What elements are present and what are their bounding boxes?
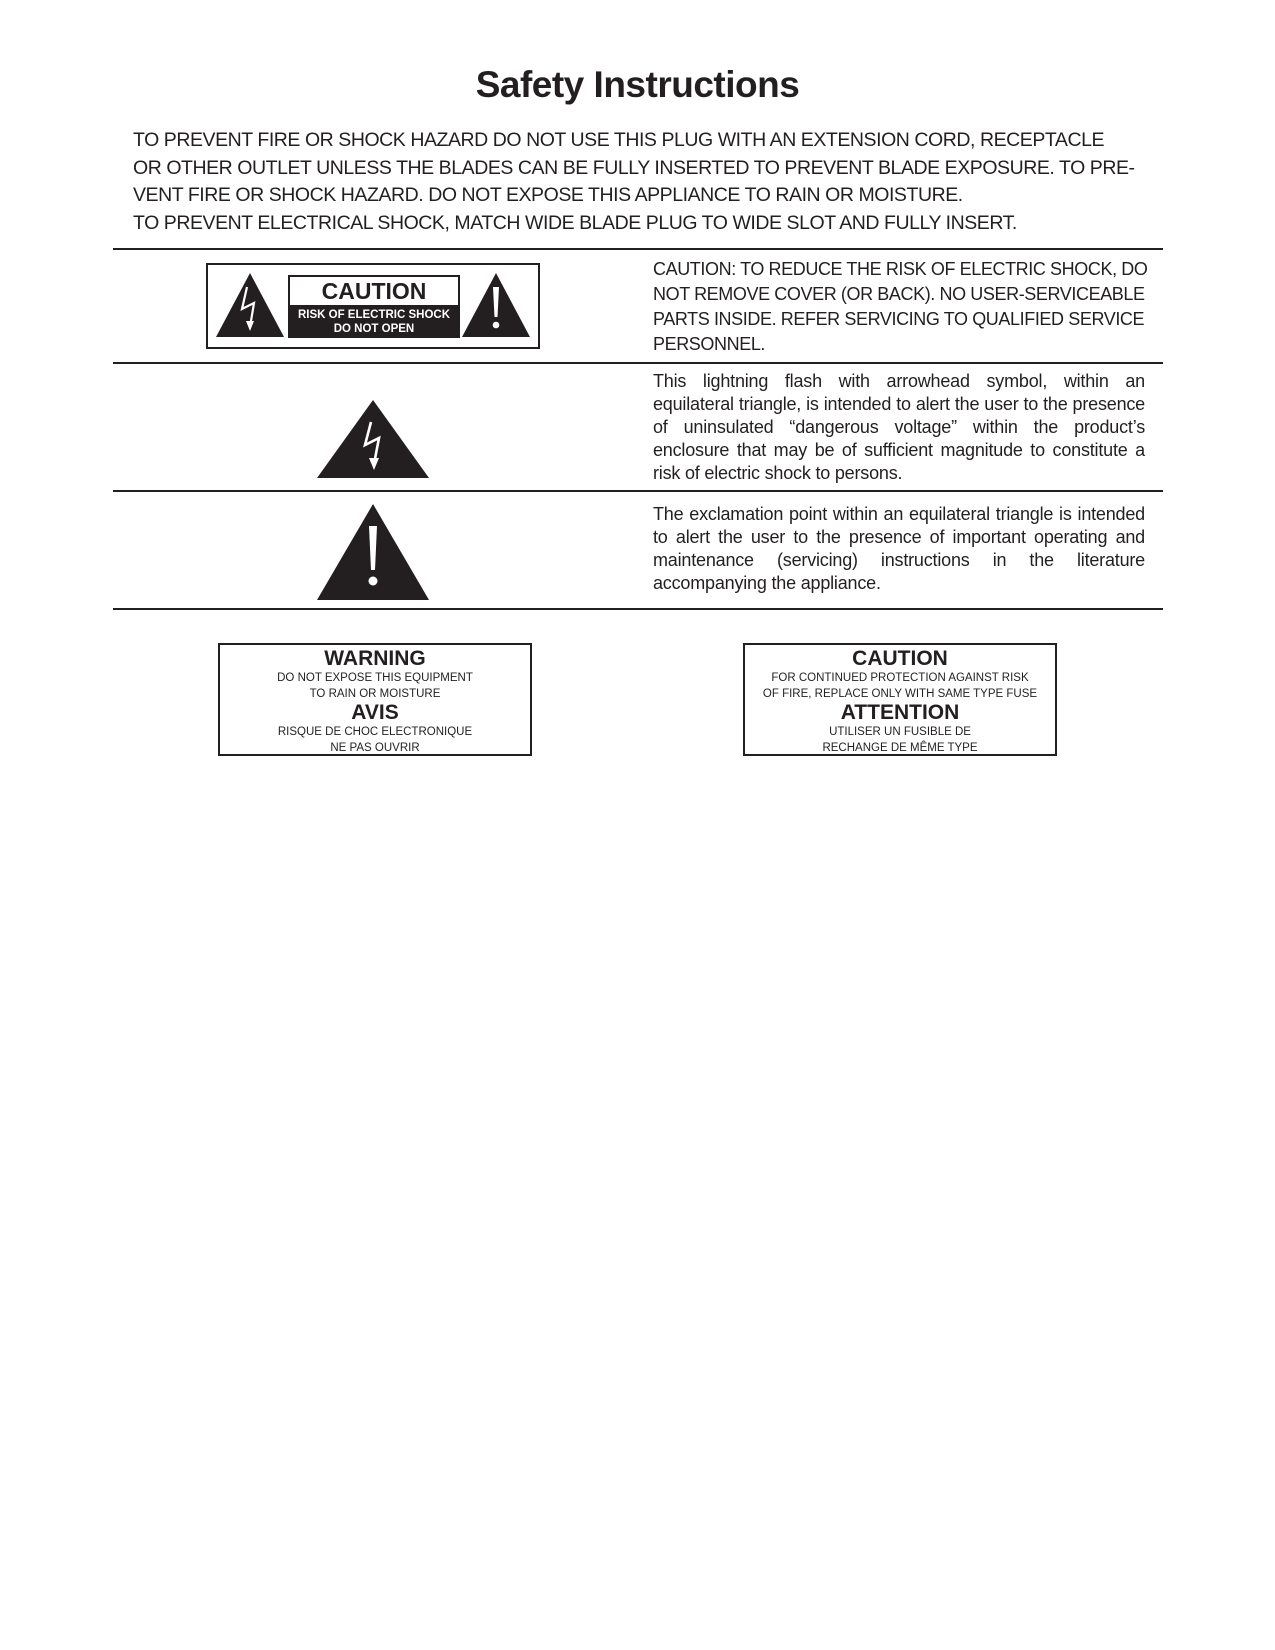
intro-line: TO PREVENT ELECTRICAL SHOCK, MATCH WIDE BLADE PLUG TO WIDE SLOT AND FULLY INSERT. (133, 211, 1017, 234)
caution-title: CAUTION (852, 647, 948, 670)
lightning-description: This lightning flash with arrowhead symbol, within an equilateral triangle, is intended to alert the user to the presence of uninsulated “dangerous voltage” within the product’s enclosure that may be of sufficient magnitude to constitute a risk of electric shock to persons. (653, 371, 1145, 483)
avis-title: AVIS (351, 701, 399, 724)
caution-center-box (288, 275, 460, 338)
exclamation-description: The exclamation point within an equilateral triangle is intended to alert the user to the presence of important operating and maintenance (servicing) instructions in the literature accompanying the appliance. (653, 504, 1145, 593)
caution-line: OF FIRE, REPLACE ONLY WITH SAME TYPE FUSE (762, 688, 1038, 700)
caution-description (653, 257, 1148, 357)
warning-label (218, 643, 532, 756)
avis-line: RISQUE DE CHOC ELECTRONIQUE (277, 726, 473, 738)
attention-line: RECHANGE DE MÊME TYPE (822, 742, 978, 754)
exclamation-triangle-icon (460, 271, 532, 344)
divider (113, 490, 1163, 492)
divider-top (113, 248, 1163, 250)
caution-line: DO NOT OPEN (333, 323, 415, 335)
attention-line: UTILISER UN FUSIBLE DE (829, 726, 971, 738)
warning-title: WARNING (324, 647, 426, 670)
intro-line: OR OTHER OUTLET UNLESS THE BLADES CAN BE FULLY INSERTED TO PREVENT BLADE EXPOSURE. TO PRE- (133, 156, 1135, 179)
attention-title: ATTENTION (840, 701, 960, 724)
lightning-triangle-icon (317, 400, 429, 478)
caution-description-line: CAUTION: TO REDUCE THE RISK OF ELECTRIC SHOCK, DO (653, 259, 1148, 279)
caution-description-line: PARTS INSIDE. REFER SERVICING TO QUALIFIED SERVICE (653, 309, 1145, 329)
fuse-caution-label (743, 643, 1057, 756)
exclamation-triangle-icon (317, 504, 429, 600)
caution-line: FOR CONTINUED PROTECTION AGAINST RISK (771, 672, 1029, 684)
warning-line: DO NOT EXPOSE THIS EQUIPMENT (277, 672, 473, 684)
caution-description-line: PERSONNEL. (653, 334, 766, 354)
caution-line: RISK OF ELECTRIC SHOCK (297, 309, 451, 321)
intro-line: TO PREVENT FIRE OR SHOCK HAZARD DO NOT USE THIS PLUG WITH AN EXTENSION CORD, RECEPTACLE (133, 129, 1105, 151)
avis-line: NE PAS OUVRIR (330, 742, 420, 754)
page-title: Safety Instructions (475, 64, 800, 105)
warning-line: TO RAIN OR MOISTURE (309, 688, 441, 700)
caution-risk-of-shock-label (206, 263, 540, 349)
intro-line: VENT FIRE OR SHOCK HAZARD. DO NOT EXPOSE THIS APPLIANCE TO RAIN OR MOISTURE. (133, 184, 963, 206)
lightning-triangle-icon (214, 271, 286, 344)
divider (113, 362, 1163, 364)
caution-subtitle (288, 305, 460, 338)
intro-paragraph (133, 127, 1143, 237)
caution-description-line: NOT REMOVE COVER (OR BACK). NO USER-SERVICEABLE (653, 284, 1145, 304)
caution-title: CAUTION (288, 275, 460, 305)
divider-bottom (113, 608, 1163, 610)
